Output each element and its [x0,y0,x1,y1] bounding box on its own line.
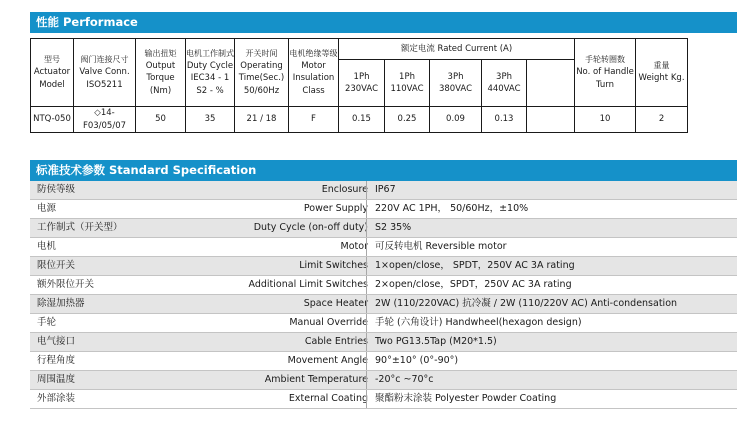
spec-label-en: Movement Angle [287,355,368,366]
spec-value: 2W (110/220VAC) 抗冷凝 / 2W (110/220V AC) Anti-condensation [366,295,737,313]
spec-label-cn: 电源 [37,203,57,214]
cell-handle-turns: 10 [575,107,636,133]
spec-value: 1×open/close， SPDT，250V AC 3A rating [366,257,737,275]
spec-value: S2 35% [366,219,737,237]
spec-value: Two PG13.5Tap (M20*1.5) [366,333,737,351]
spec-value: -20°c ~70°c [366,371,737,389]
spec-label-cn: 防侯等级 [37,184,76,195]
cell-operating-time: 21 / 18 [235,107,289,133]
spec-label-en: External Coating [288,393,368,404]
cell-model: NTQ-050 [31,107,74,133]
header-ph1-110vac: 1Ph 110VAC [385,60,430,107]
spec-label-cn: 电机 [37,241,57,252]
header-ph3-380vac: 3Ph 380VAC [430,60,482,107]
spec-label-cn: 外部涂装 [37,393,76,404]
cell-duty-cycle: 35 [186,107,235,133]
spec-label-cn: 工作制式（开关型） [37,222,123,233]
spec-label-en: Ambient Temperature [264,374,368,385]
spec-value: 可反转电机 Reversible motor [366,238,737,256]
standard-title-bar [30,160,737,181]
header-output-torque: 输出扭矩 Output Torque (Nm) [136,39,186,107]
spec-label-cn: 周围温度 [37,374,76,385]
spec-value: 90°±10° (0°-90°) [366,352,737,370]
spec-label-cn: 除湿加热器 [37,298,85,309]
standard-spec-table [30,181,737,409]
cell-ph1-110vac: 0.25 [385,107,430,133]
spec-label-en: Cable Entries [304,336,368,347]
header-ph3-440vac: 3Ph 440VAC [482,60,527,107]
table-row [31,107,688,133]
cell-valve-conn: ◇14-F03/05/07 [74,107,136,133]
spec-label-en: Manual Override [289,317,368,328]
spec-label-cn: 电气接口 [37,336,76,347]
cell-ph3-380vac: 0.09 [430,107,482,133]
spec-label-cn: 手轮 [37,317,57,328]
header-handle-turns: 手轮转圈数 No. of Handle Turn [575,39,636,107]
header-rated-current-spacer [527,60,575,107]
spec-row-limit-switches [30,257,737,276]
header-operating-time: 开关时间 Operating Time(Sec.) 50/60Hz [235,39,289,107]
spec-label-cn: 额外限位开关 [37,279,95,290]
cell-ph3-440vac: 0.13 [482,107,527,133]
spec-row-external-coating [30,390,737,409]
spec-label-en: Additional Limit Switches [248,279,368,290]
cell-output-torque: 50 [136,107,186,133]
performance-title: 性能 Performace [36,15,138,29]
spec-label-cn: 行程角度 [37,355,76,366]
spec-row-ambient-temperature [30,371,737,390]
spec-value: 手轮 (六角设计) Handwheel(hexagon design) [366,314,737,332]
cell-insulation: F [289,107,339,133]
spec-value: 聚酯粉末涂装 Polyester Powder Coating [366,390,737,408]
spec-label-en: Duty Cycle (on-off duty) [253,222,368,233]
spec-value: 2×open/close，SPDT，250V AC 3A rating [366,276,737,294]
header-valve-conn: 阀门连接尺寸 Valve Conn. ISO5211 [74,39,136,107]
spec-label-en: Enclosure [321,184,368,195]
spec-row-motor [30,238,737,257]
header-ph1-230vac: 1Ph 230VAC [339,60,385,107]
header-weight: 重量 Weight Kg. [636,39,688,107]
spec-label-en: Power Supply [303,203,368,214]
spec-row-movement-angle [30,352,737,371]
spec-row-cable-entries [30,333,737,352]
spec-label-cn: 限位开关 [37,260,76,271]
spec-label-en: Limit Switches [299,260,368,271]
spec-row-enclosure [30,181,737,200]
spec-row-duty-cycle [30,219,737,238]
spec-value: IP67 [366,181,737,199]
spec-row-manual-override [30,314,737,333]
spec-row-additional-limit-switches [30,276,737,295]
header-model: 型号 Actuator Model [31,39,74,107]
spec-label-en: Motor [340,241,368,252]
header-insulation: 电机绝缘等级 Motor Insulation Class [289,39,339,107]
spec-value: 220V AC 1PH， 50/60Hz，±10% [366,200,737,218]
performance-table [30,38,688,133]
header-rated-current: 额定电流 Rated Current (A) [339,39,575,60]
cell-ph1-230vac: 0.15 [339,107,385,133]
cell-spacer [527,107,575,133]
header-duty-cycle: 电机工作制式 Duty Cycle IEC34 - 1 S2 - % [186,39,235,107]
cell-weight: 2 [636,107,688,133]
spec-row-space-heater [30,295,737,314]
standard-title: 标准技术参数 Standard Specification [36,163,257,177]
performance-title-bar [30,12,737,33]
spec-label-en: Space Heater [303,298,368,309]
spec-row-power-supply [30,200,737,219]
